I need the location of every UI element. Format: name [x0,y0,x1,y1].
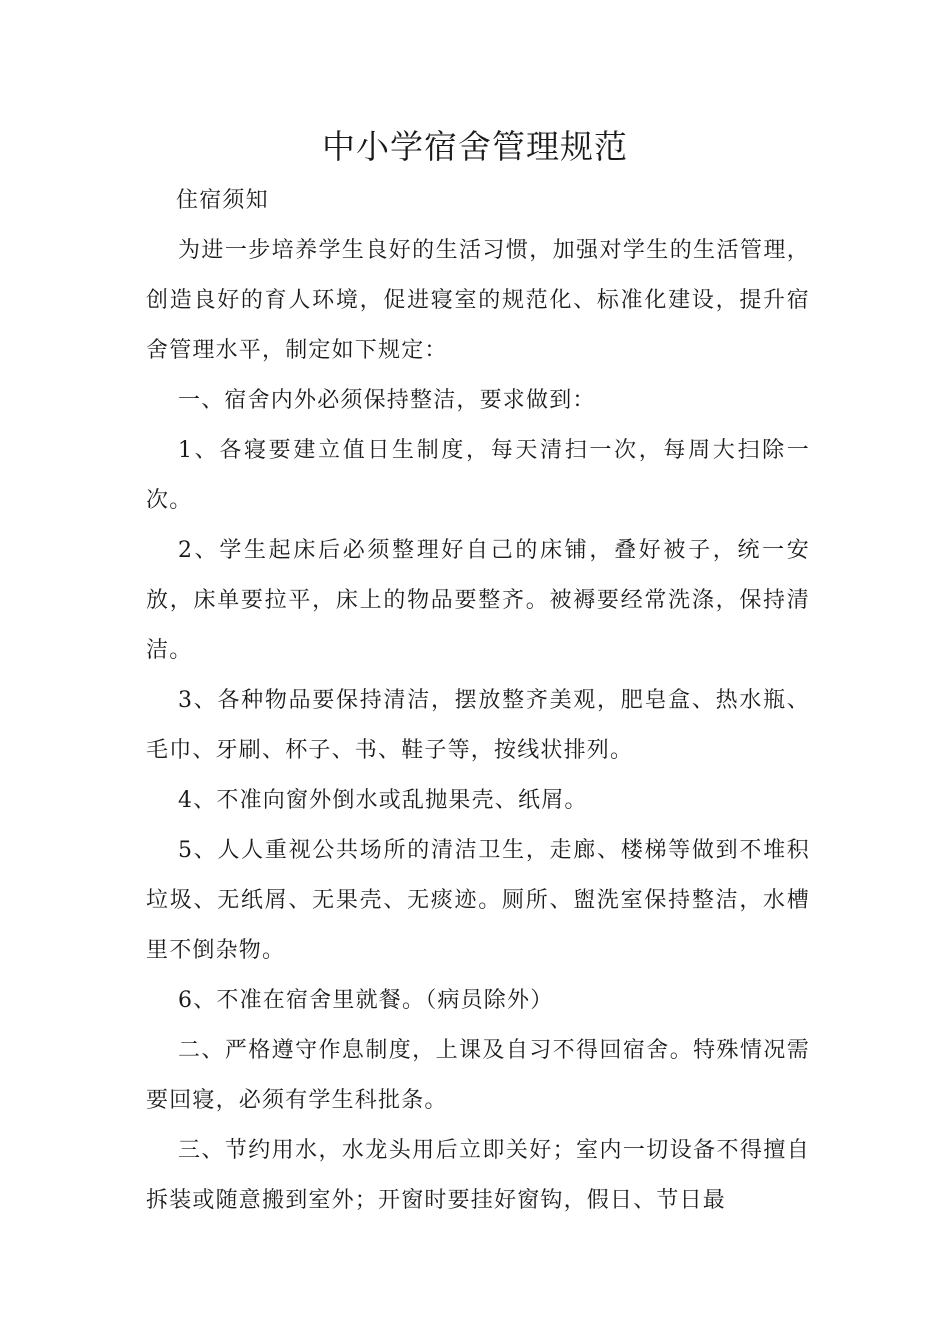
document-body [146,176,810,1226]
paragraph-rule-1-4: 4、不准向窗外倒水或乱抛果壳、纸屑。 [178,788,588,813]
paragraph-rule-1-1: 1、各寝要建立值日生制度，每天清扫一次，每周大扫除一次。 [146,438,810,513]
section-heading-notice: 住宿须知 [176,188,269,213]
paragraph-rule-2: 二、严格遵守作息制度，上课及自习不得回宿舍。特殊情况需要回寝，必须有学生科批条。 [146,1038,810,1113]
paragraph-rule-1-6: 6、不准在宿舍里就餐。（病员除外） [178,988,554,1013]
paragraph-intro: 为进一步培养学生良好的生活习惯，加强对学生的生活管理，创造良好的育人环境，促进寝室的规范化、标准化建设，提升宿舍管理水平，制定如下规定： [146,238,810,363]
paragraph-rule-1-2: 2、学生起床后必须整理好自己的床铺，叠好被子，统一安放，床单要拉平，床上的物品要整齐。被褥要经常洗涤，保持清洁。 [146,538,810,663]
paragraph-rule-1-5: 5、人人重视公共场所的清洁卫生，走廊、楼梯等做到不堆积垃圾、无纸屑、无果壳、无痰迹。厕所、盥洗室保持整洁，水槽里不倒杂物。 [146,838,810,963]
paragraph-rule-1-3: 3、各种物品要保持清洁，摆放整齐美观，肥皂盒、热水瓶、毛巾、牙刷、杯子、书、鞋子等，按线状排列。 [146,688,810,763]
paragraph-rule-1: 一、宿舍内外必须保持整洁，要求做到： [178,388,596,413]
document-title: 中小学宿舍管理规范 [322,127,628,166]
paragraph-rule-3: 三、节约用水，水龙头用后立即关好；室内一切设备不得擅自拆装或随意搬到室外；开窗时要挂好窗钩，假日、节日最 [146,1138,810,1213]
